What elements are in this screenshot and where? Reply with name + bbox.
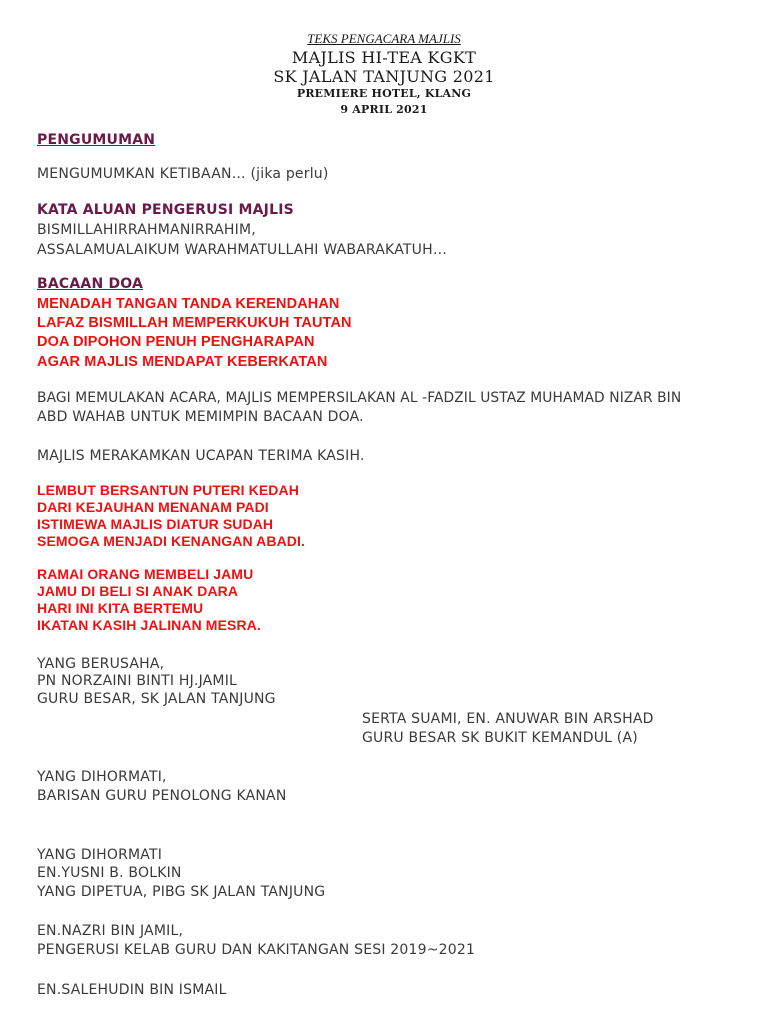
salutation-2-line-2: BARISAN GURU PENOLONG KANAN bbox=[37, 788, 287, 804]
salutation-1-indent-line-1: SERTA SUAMI, EN. ANUWAR BIN ARSHAD bbox=[362, 711, 654, 727]
salutation-1-line-1: YANG BERUSAHA, bbox=[37, 656, 165, 672]
heading-pengumuman: PENGUMUMAN bbox=[37, 132, 156, 148]
kata-aluan-line-2: ASSALAMUALAIKUM WARAHMATULLAHI WABARAKATUH… bbox=[37, 242, 448, 258]
pantun-doa-line-2: LAFAZ BISMILLAH MEMPERKUKUH TAUTAN bbox=[37, 315, 352, 331]
document-header bbox=[0, 30, 768, 118]
heading-kata-aluan: KATA ALUAN PENGERUSI MAJLIS bbox=[37, 202, 294, 218]
heading-bacaan-doa: BACAAN DOA bbox=[37, 276, 144, 292]
terima-kasih-text: MAJLIS MERAKAMKAN UCAPAN TERIMA KASIH. bbox=[37, 448, 365, 464]
header-date: 9 APRIL 2021 bbox=[340, 103, 428, 116]
salutation-3-line-1: YANG DIHORMATI bbox=[37, 847, 163, 863]
pengumuman-text: MENGUMUMKAN KETIBAAN… (jika perlu) bbox=[37, 166, 329, 182]
pantun-2-line-2: DARI KEJAUHAN MENANAM PADI bbox=[37, 499, 269, 515]
pantun-2-line-3: ISTIMEWA MAJLIS DIATUR SUDAH bbox=[37, 516, 274, 532]
pantun-doa-line-3: DOA DIPOHON PENUH PENGHARAPAN bbox=[37, 334, 315, 350]
pantun-3-line-1: RAMAI ORANG MEMBELI JAMU bbox=[37, 566, 254, 582]
pantun-doa-line-4: AGAR MAJLIS MENDAPAT KEBERKATAN bbox=[37, 354, 328, 370]
salutation-1-line-3: GURU BESAR, SK JALAN TANJUNG bbox=[37, 691, 276, 707]
salutation-3-line-3: YANG DIPETUA, PIBG SK JALAN TANJUNG bbox=[37, 884, 326, 900]
pantun-2-line-4: SEMOGA MENJADI KENANGAN ABADI. bbox=[37, 533, 305, 549]
pantun-3-line-4: IKATAN KASIH JALINAN MESRA. bbox=[37, 617, 261, 633]
salutation-1-line-2: PN NORZAINI BINTI HJ.JAMIL bbox=[37, 673, 238, 689]
pantun-3-line-2: JAMU DI BELI SI ANAK DARA bbox=[37, 583, 239, 599]
header-title-school: SK JALAN TANJUNG 2021 bbox=[273, 67, 495, 86]
pantun-doa-line-1: MENADAH TANGAN TANDA KERENDAHAN bbox=[37, 296, 340, 312]
salutation-4-line-2: PENGERUSI KELAB GURU DAN KAKITANGAN SESI 2019~2021 bbox=[37, 942, 476, 958]
kata-aluan-line-1: BISMILLAHIRRAHMANIRRAHIM, bbox=[37, 222, 256, 238]
header-subtitle: TEKS PENGACARA MAJLIS bbox=[307, 31, 461, 46]
pantun-2-line-1: LEMBUT BERSANTUN PUTERI KEDAH bbox=[37, 482, 299, 498]
pantun-3-line-3: HARI INI KITA BERTEMU bbox=[37, 600, 204, 616]
salutation-2-line-1: YANG DIHORMATI, bbox=[37, 769, 167, 785]
header-title-event: MAJLIS HI-TEA KGKT bbox=[291, 48, 477, 67]
doa-paragraph-line-2: ABD WAHAB UNTUK MEMIMPIN BACAAN DOA. bbox=[37, 409, 364, 425]
salutation-3-line-2: EN.YUSNI B. BOLKIN bbox=[37, 865, 182, 881]
doa-paragraph-line-1: BAGI MEMULAKAN ACARA, MAJLIS MEMPERSILAKAN AL -FADZIL USTAZ MUHAMAD NIZAR BIN bbox=[37, 390, 682, 406]
salutation-4-line-1: EN.NAZRI BIN JAMIL, bbox=[37, 923, 184, 939]
header-venue: PREMIERE HOTEL, KLANG bbox=[296, 87, 472, 100]
salutation-1-indent-line-2: GURU BESAR SK BUKIT KEMANDUL (A) bbox=[362, 730, 638, 746]
salutation-5-line-1: EN.SALEHUDIN BIN ISMAIL bbox=[37, 982, 227, 998]
